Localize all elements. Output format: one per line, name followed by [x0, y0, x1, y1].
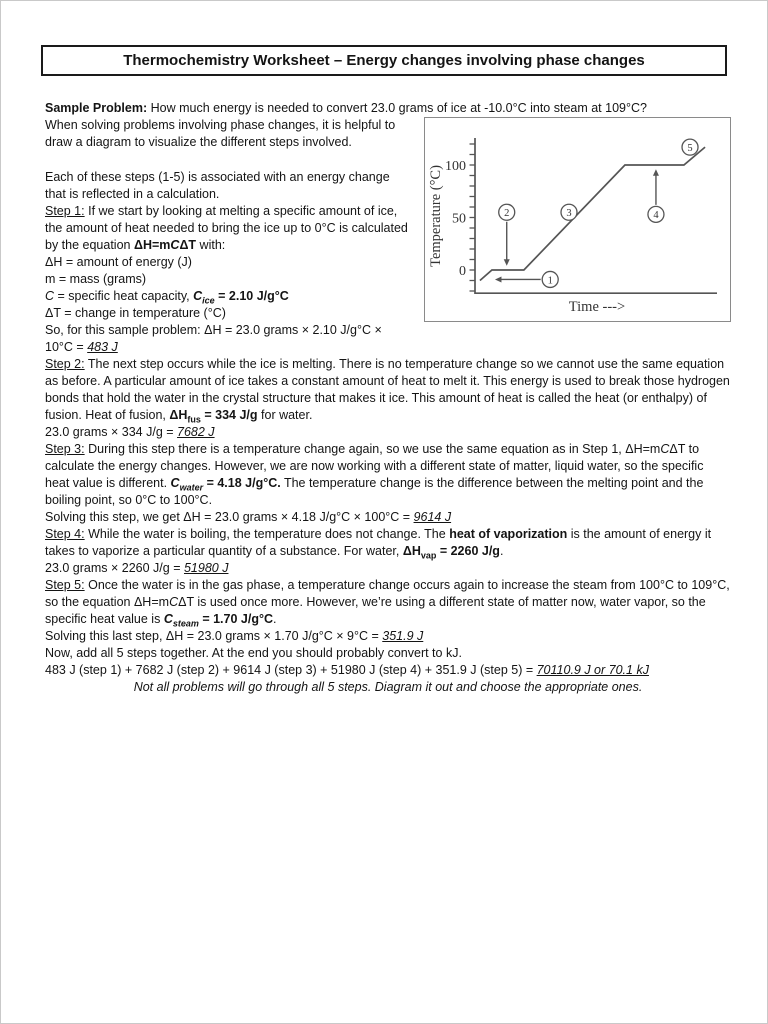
- page-title: Thermochemistry Worksheet – Energy changes involving phase changes: [123, 52, 645, 69]
- step-2-paragraph: Step 2: The next step occurs while the ice is melting. There is no temperature change so we cannot use the same equation as before. A particular amount of ice takes a constant amount of heat to melt it. This energy is used to break those hydrogen bonds that hold the water in the crystal structure that makes it ice. This amount of heat is called the heat (or enthalpy) of fusion. Heat of fusion, $\Delta H_{fus} = 334$ J/g for water. 23.0 grams × 334 J/g = 7682 J: [45, 357, 730, 439]
- step-arrowhead-1: [495, 276, 502, 282]
- step-marker-number-1: 1: [547, 275, 553, 287]
- heating-curve-chart: [425, 118, 730, 321]
- heating-curve-figure: [424, 117, 731, 322]
- worksheet-body: [1, 76, 767, 696]
- step-marker-number-5: 5: [687, 142, 693, 154]
- step-5-paragraph: Step 5: Once the water is in the gas phase, a temperature change occurs again to increase the steam from 100°C to 109°C, so the equation ΔH=mCΔT is used once more. However, we’re using a different state of matter now, water vapor, so the specific heat value is $C_{steam} = 1.70$ J/g°C. Solving this last step, ΔH = 23.0 grams × 1.70 J/g°C × 9°C = 351.9 J: [45, 578, 730, 643]
- y-axis-label: Temperature (°C): [428, 165, 444, 267]
- step-4-paragraph: Step 4: While the water is boiling, the temperature does not change. The heat of vaporization is the amount of energy it takes to vaporize a particular quantity of a substance. For water, $\Delta H_{vap} = 2260$ J/g. 23.0 grams × 2260 J/g = 51980 J: [45, 527, 712, 575]
- step-marker-number-4: 4: [653, 210, 659, 222]
- y-tick-label: 50: [452, 211, 466, 227]
- y-tick-label: 0: [459, 264, 466, 279]
- intro-paragraph-1: When solving problems involving phase changes, it is helpful to draw a diagram to visualize the different steps involved.: [45, 118, 396, 149]
- step-1-paragraph: Step 1: If we start by looking at melting a specific amount of ice, the amount of heat needed to bring the ice up to 0°C is calculated by the equation ΔH=mCΔT with: ΔH = amount of energy (J) m = mass (grams) C = specific heat capacity, $C_{ice} = 2.10$ J/g°C ΔT = change in temperature (°C) So, for this sample problem: ΔH = 23.0 grams × 2.10 J/g°C × 10°C = 483 J: [45, 204, 408, 354]
- sample-problem: [45, 100, 731, 117]
- sample-problem-label: Sample Problem:: [45, 101, 148, 115]
- step-marker-number-3: 3: [566, 208, 572, 220]
- step-arrowhead-2: [504, 259, 510, 266]
- title-box: [41, 45, 727, 76]
- x-axis-label: Time --->: [568, 299, 626, 315]
- step-3-paragraph: Step 3: During this step there is a temperature change again, so we use the same equation as in Step 1, ΔH=mCΔT to calculate the energy changes. However, we are now working with a different state of matter, liquid water, so the specific heat value is different. $C_{water} = 4.18$ J/g°C. The temperature change is the difference between the melting point and the boiling point, so 0°C to 100°C. Solving this step, we get ΔH = 23.0 grams × 4.18 J/g°C × 100°C = 9614 J: [45, 442, 704, 524]
- intro-paragraph-2: Each of these steps (1-5) is associated with an energy change that is reflected in a calculation.: [45, 170, 390, 201]
- y-tick-label: 100: [445, 159, 466, 174]
- summary-paragraph: Now, add all 5 steps together. At the end you should probably convert to kJ. 483 J (step 1) + 7682 J (step 2) + 9614 J (step 3) + 51980 J (step 4) + 351.9 J (step 5) = 70110.9 J or 70.1 kJ: [45, 646, 649, 677]
- step-marker-number-2: 2: [504, 208, 510, 220]
- text-flow: [45, 117, 731, 696]
- step-arrowhead-4: [653, 169, 659, 176]
- footer-note: Not all problems will go through all 5 steps. Diagram it out and choose the appropriate ones.: [133, 680, 643, 694]
- sample-problem-text: How much energy is needed to convert 23.0 grams of ice at -10.0°C into steam at 109°C?: [147, 101, 647, 115]
